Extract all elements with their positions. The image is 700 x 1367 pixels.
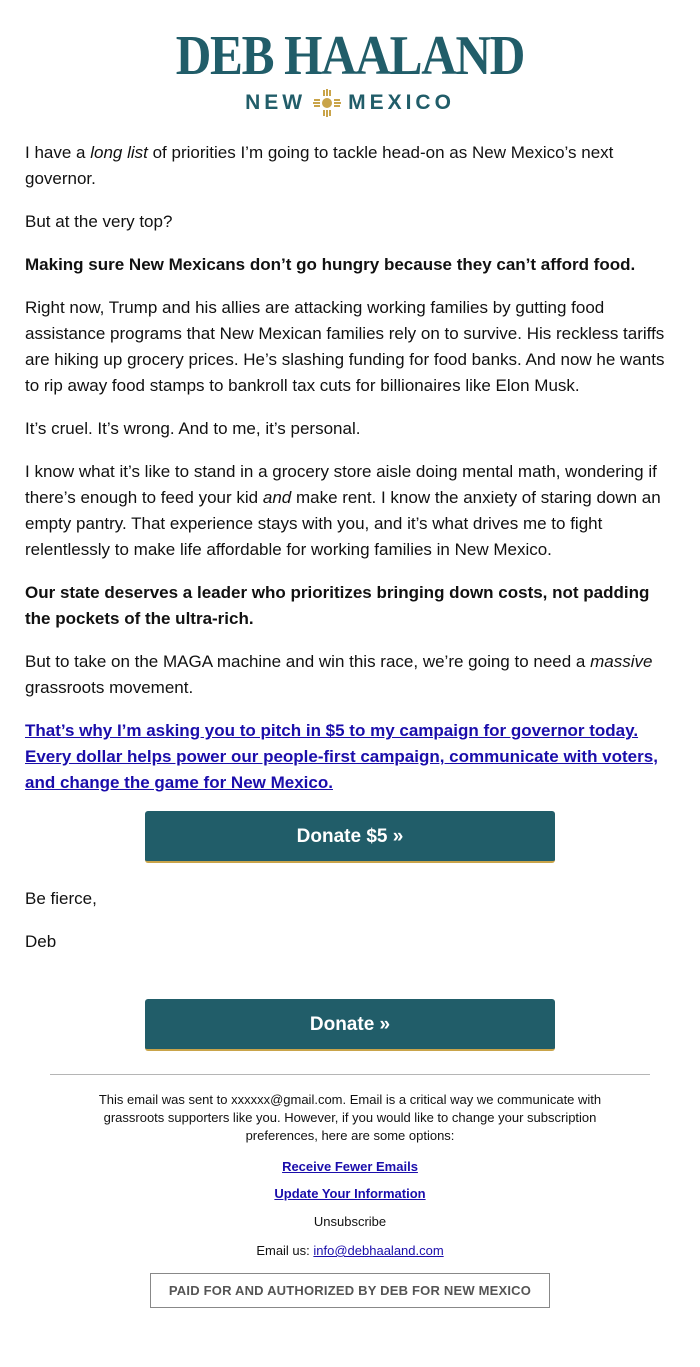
campaign-logo	[0, 25, 700, 118]
paid-for-disclaimer: PAID FOR AND AUTHORIZED BY DEB FOR NEW MEXICO	[150, 1273, 550, 1308]
text: make rent. I know the anxiety of staring down an empty pantry. That experience stays with you, and it’s what drives me to fight relentlessly to make life affordable for working families in New Mexico.	[25, 488, 661, 559]
footer-link-row	[70, 1185, 630, 1203]
text: I have a	[25, 143, 91, 162]
update-information-link[interactable]: Update Your Information	[274, 1186, 426, 1201]
text: grassroots movement.	[25, 678, 194, 697]
logo-subtitle	[0, 88, 700, 118]
emphasis: massive	[590, 652, 653, 671]
bold-text: Our state deserves a leader who prioritizes bringing down costs, not padding the pockets of the ultra-rich.	[25, 583, 650, 628]
signoff-name: Deb	[25, 932, 57, 951]
ask-paragraph	[25, 718, 675, 796]
text: But to take on the MAGA machine and win this race, we’re going to need a	[25, 652, 591, 671]
donate-5-button[interactable]: Donate $5 »	[145, 811, 555, 863]
unsubscribe-link[interactable]: Unsubscribe	[313, 1214, 387, 1229]
contact-email-link[interactable]: info@debhaaland.com	[313, 1243, 444, 1258]
text: of priorities I’m going to tackle head-on as New Mexico’s next governor.	[25, 143, 614, 188]
footer-contact	[70, 1242, 630, 1260]
emphasis: long list	[90, 143, 148, 162]
footer-link-row	[70, 1158, 630, 1176]
email-label: Email us:	[256, 1243, 314, 1258]
donate-ask-link[interactable]: That’s why I’m asking you to pitch in $5 to my campaign for governor today. Every dollar helps power our people-first campaign, communicate with voters, and change the game for New Mexico.	[25, 721, 658, 792]
paragraph-3	[25, 252, 675, 278]
footer-notice: This email was sent to xxxxxx@gmail.com. Email is a critical way we communicate with grassroots supporters like you. However, if you would like to change your subscription preferences, here are some options:	[98, 1092, 602, 1143]
paragraph-8	[25, 649, 675, 701]
receive-fewer-emails-link[interactable]: Receive Fewer Emails	[282, 1159, 418, 1174]
logo-name: DEB HAALAND	[175, 25, 525, 87]
signoff-line: Be fierce,	[25, 889, 97, 908]
paragraph-6	[25, 459, 675, 563]
footer-divider	[50, 1074, 650, 1075]
text: I know what it’s like to stand in a grocery store aisle doing mental math, wondering if there’s enough to feed your kid	[25, 462, 657, 507]
donate-button[interactable]: Donate »	[145, 999, 555, 1051]
zia-sun-icon	[312, 88, 342, 118]
emphasis: and	[262, 488, 292, 507]
paragraph-4: Right now, Trump and his allies are attacking working families by gutting food assistance programs that New Mexican families rely on to survive. His reckless tariffs are hiking up grocery prices. He’s slashing funding for food banks. And now he wants to rip away food stamps to bankroll tax cuts for billionaires like Elon Musk.	[25, 298, 665, 395]
footer	[70, 1091, 630, 1260]
paragraph-2: But at the very top?	[25, 212, 173, 231]
logo-subtitle-right: MEXICO	[348, 91, 455, 114]
logo-subtitle-left: NEW	[245, 91, 307, 114]
letter-content	[25, 140, 675, 813]
paragraph-1	[25, 140, 675, 192]
paragraph-7	[25, 580, 675, 632]
paragraph-5: It’s cruel. It’s wrong. And to me, it’s personal.	[25, 419, 361, 438]
bold-text: Making sure New Mexicans don’t go hungry because they can’t afford food.	[25, 255, 636, 274]
